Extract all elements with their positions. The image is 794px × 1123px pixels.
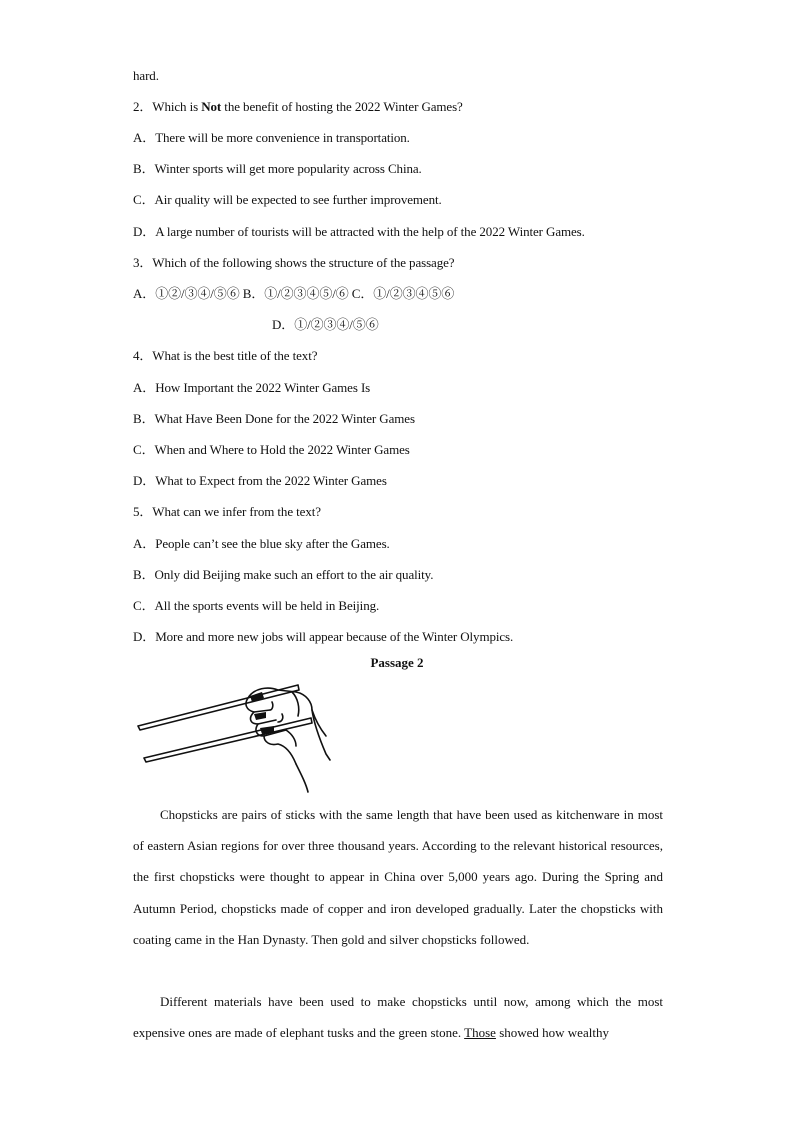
question-4-stem: 4．What is the best title of the text? bbox=[133, 348, 318, 363]
question-5-option-c: C．All the sports events will be held in Beijing. bbox=[133, 598, 380, 613]
question-5-option-d: D．More and more new jobs will appear because of the Winter Olympics. bbox=[133, 629, 514, 644]
question-2-stem-post: the benefit of hosting the 2022 Winter Games? bbox=[221, 99, 463, 114]
question-2-stem bbox=[133, 99, 463, 115]
question-2-option-a: A．There will be more convenience in transportation. bbox=[133, 130, 410, 145]
passage-2-paragraph-1: Chopsticks are pairs of sticks with the same length that have been used as kitchenware in most of eastern Asian regions for over three thousand years. According to the relevant historical resources, the first chopsticks were thought to appear in China over 5,000 years ago. During the Spring and Autumn Period, chopsticks made of copper and iron developed gradually. Later the chopsticks with coating came in the Han Dynasty. Then gold and silver chopsticks followed. bbox=[133, 807, 663, 947]
question-2-stem-bold: Not bbox=[201, 99, 222, 114]
question-5-option-a: A．People can’t see the blue sky after the Games. bbox=[133, 536, 390, 551]
underlined-word: Those bbox=[464, 1025, 496, 1041]
paragraph-2-text: Different materials have been used to make chopsticks until now, among which the most expensive ones are made of elephant tusks and the green stone. bbox=[133, 994, 663, 1041]
question-5-stem: 5．What can we infer from the text? bbox=[133, 504, 321, 519]
passage-2-title: Passage 2 bbox=[370, 655, 424, 670]
passage-2-paragraph-2 bbox=[133, 986, 663, 1048]
question-2-stem-pre: 2．Which is bbox=[133, 99, 202, 114]
question-4-option-a: A．How Important the 2022 Winter Games Is bbox=[133, 380, 371, 395]
question-3-options-abc: A．①②/③④/⑤⑥ B．①/②③④⑤/⑥ C．①/②③④⑤⑥ bbox=[133, 286, 455, 301]
question-3-stem: 3．Which of the following shows the structure of the passage? bbox=[133, 255, 455, 270]
question-3-option-d: D．①/②③④/⑤⑥ bbox=[272, 317, 379, 332]
paragraph-2-text-end: showed how wealthy bbox=[495, 1025, 609, 1041]
question-2-option-d: D．A large number of tourists will be attracted with the help of the 2022 Winter Games. bbox=[133, 224, 585, 239]
question-5-option-b: B．Only did Beijing make such an effort to the air quality. bbox=[133, 567, 434, 582]
question-4-option-b: B．What Have Been Done for the 2022 Winter Games bbox=[133, 411, 415, 426]
question-2-option-b: B．Winter sports will get more popularity across China. bbox=[133, 161, 422, 176]
continued-line: hard. bbox=[133, 68, 159, 83]
question-4-option-d: D．What to Expect from the 2022 Winter Games bbox=[133, 473, 387, 488]
question-2-option-c: C．Air quality will be expected to see further improvement. bbox=[133, 192, 442, 207]
question-4-option-c: C．When and Where to Hold the 2022 Winter Games bbox=[133, 442, 410, 457]
chopsticks-hand-illustration bbox=[136, 680, 332, 796]
